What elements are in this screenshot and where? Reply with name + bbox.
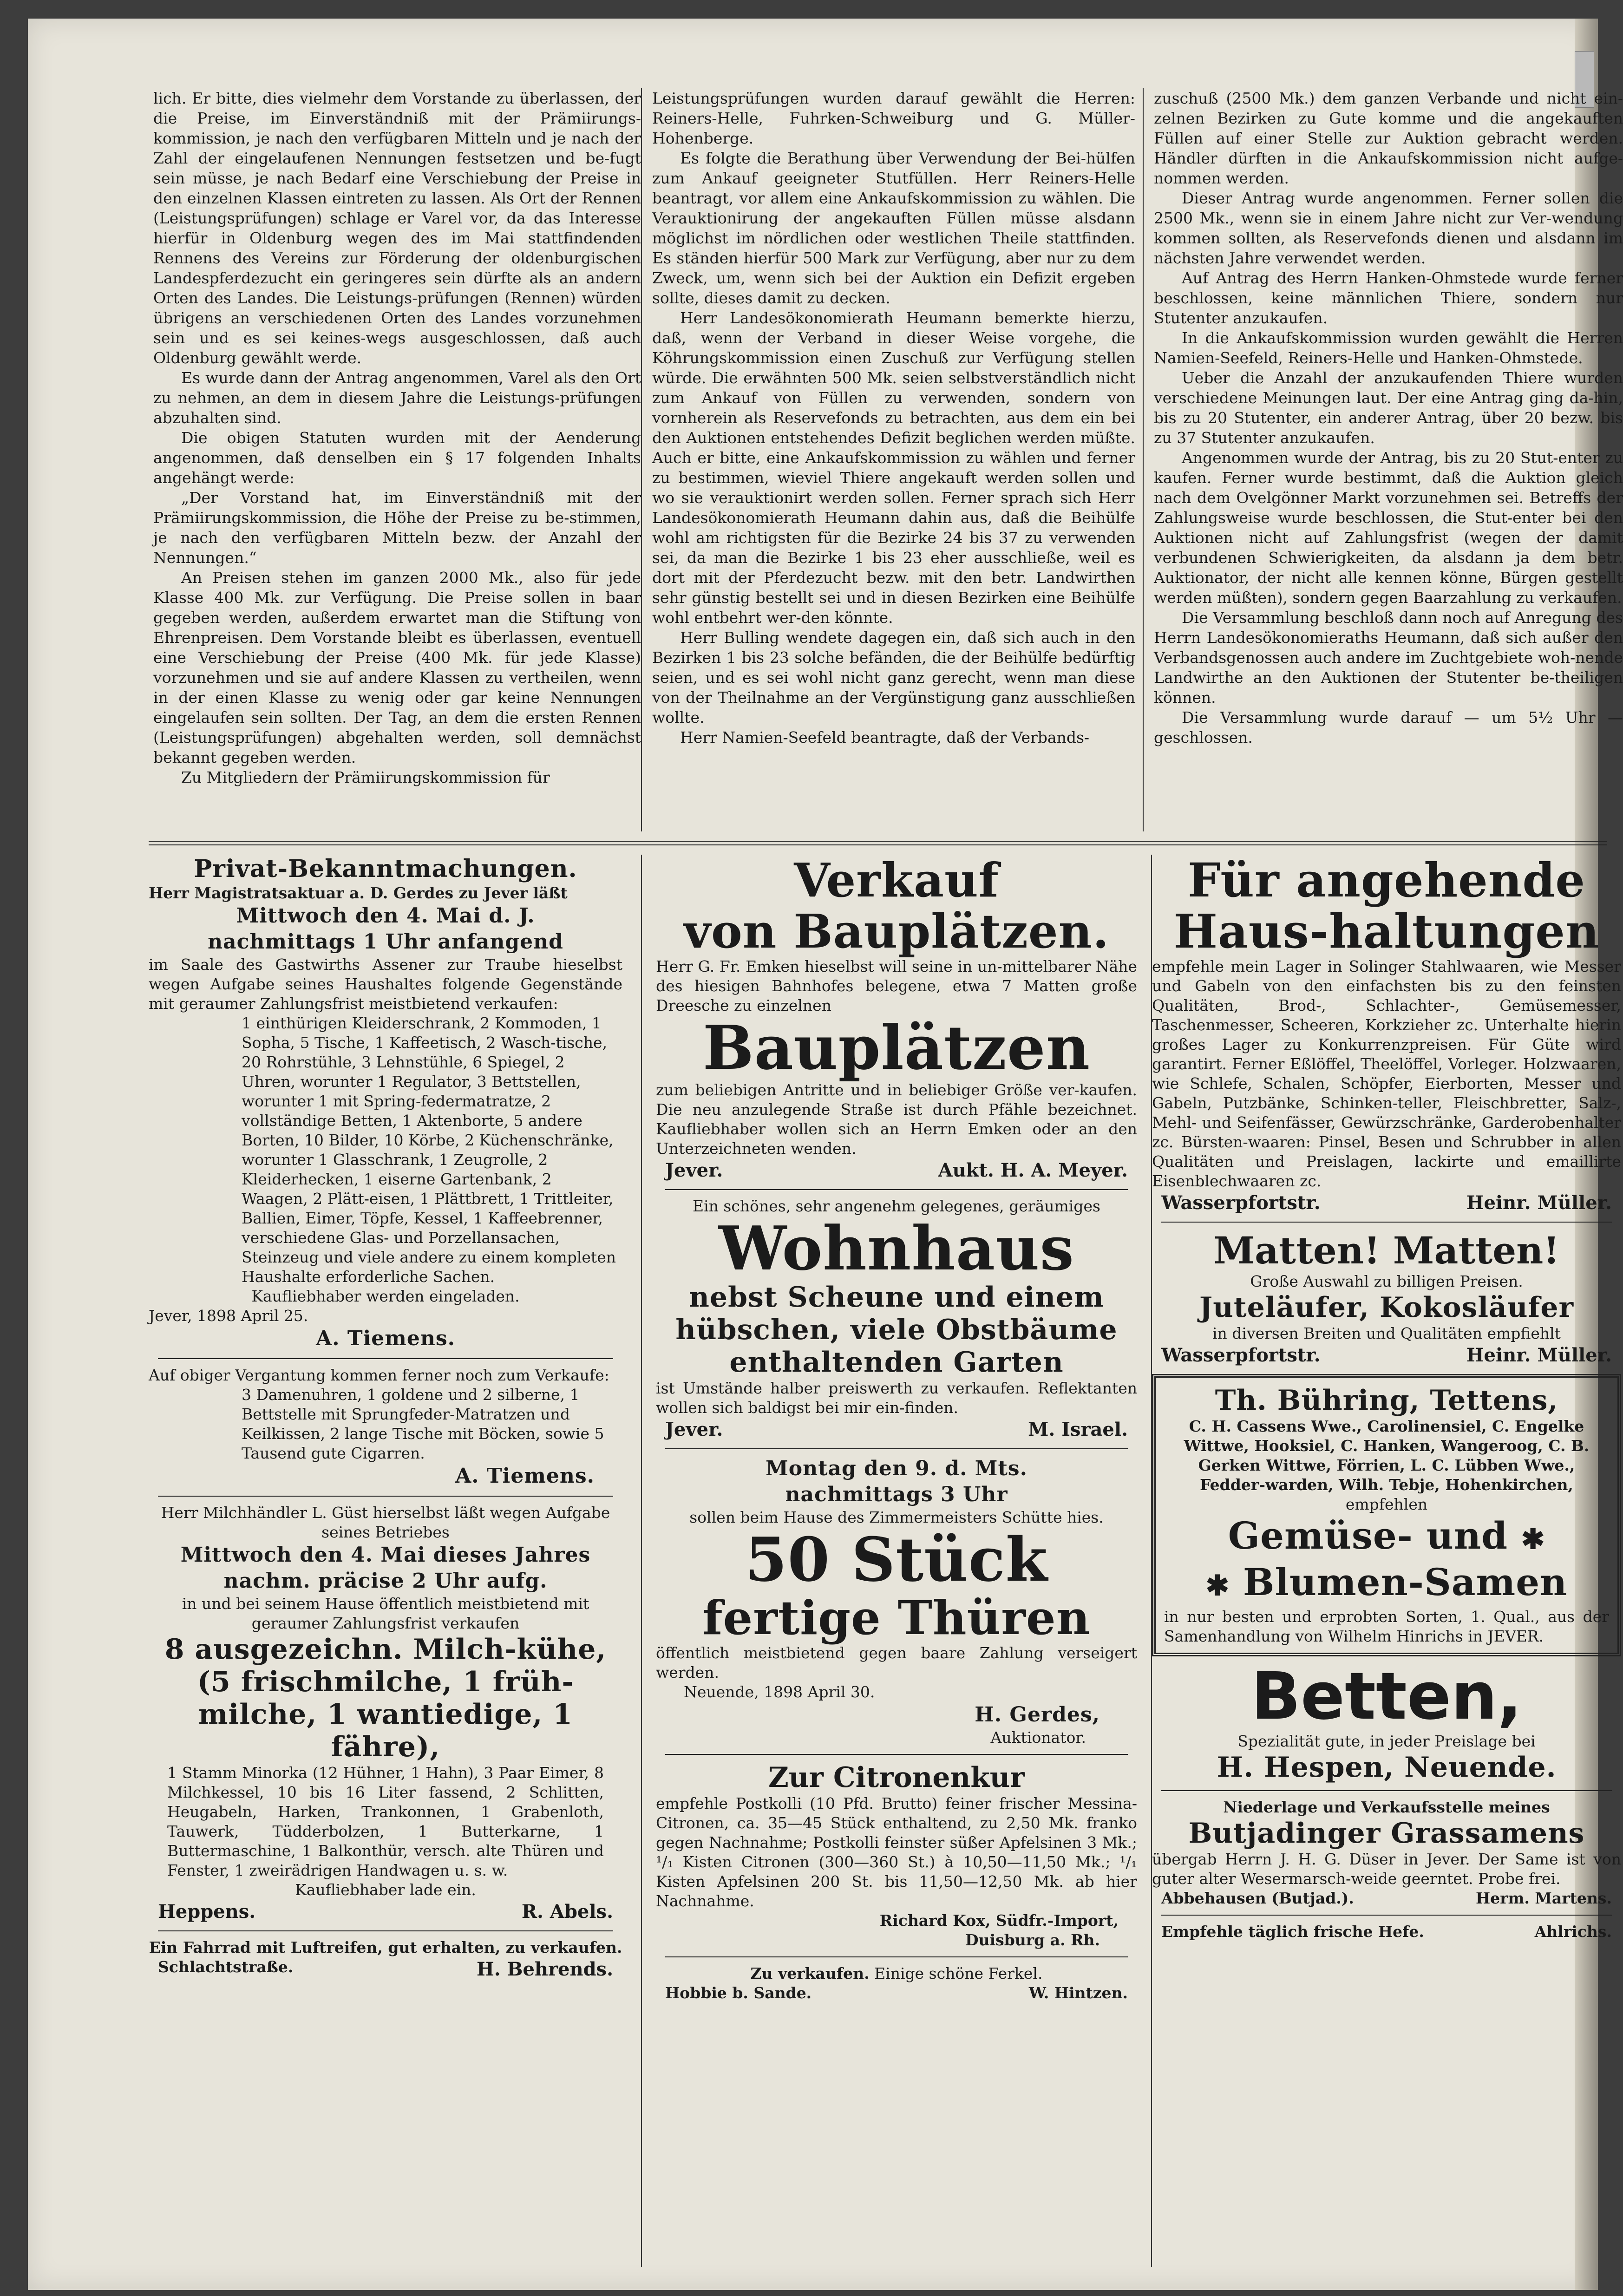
ad-text: Spezialität gute, in jeder Preislage bei [1237,1732,1536,1750]
article-paragraph: lich. Er bitte, dies vielmehr dem Vorstande zu überlassen, der die Preise, im Einverständniß mit der Prämiirungs-kommission, je nach den verfügbaren Mitteln und je nach der Zahl der eingelaufenen Nennungen festsetzen und be-fugt sein müsse, je nach Bedarf eine Verschiebung der Preise in den einzelnen Klassen eintreten zu lassen. Als Ort der Rennen (Leistungsprüfungen) schlage er Varel vor, da das Interesse hierfür in Oldenburg wegen des im Mai stattfindenden Rennens des Vereins zur Förderung der oldenburgischen Landespferdezucht ein geringeres sein dürfte als an andern Orten des Landes. Die Leistungs-prüfungen (Rennen) würden übrigens an verschiedenen Orten des Landes vorzunehmen sein und es sei keines-wegs ausgeschlossen, daß auch Oldenburg gewählt werde. [153,89,641,367]
ad-dateline: Neuende, 1898 April 30. [684,1683,875,1701]
section-heading: Privat-Bekanntmachungen. [194,855,577,883]
ad-text: ist Umstände halber preiswerth zu verkaufen. Reflektanten wollen sich baldigst bei mir ein-finden. [656,1379,1137,1417]
doors-auction [656,1456,1137,1755]
ad-signature: H. Behrends. [476,1958,613,1980]
ad-signature-row [1152,1191,1621,1215]
ad-date: Montag den 9. d. Mts. [766,1457,1027,1480]
ad-place-signature: Heppens. [158,1901,256,1923]
asterisk-icon: ✱ [1205,1570,1230,1602]
ad-signature: R. Abels. [521,1901,613,1923]
article-column-3 [1143,88,1623,831]
section-divider [149,841,1607,845]
ads-column-2 [641,855,1152,2267]
ad-subheadline: Juteläufer, Kokosläufer [1199,1291,1574,1324]
cattle-auction [149,1503,622,1931]
ad-separator [1161,1790,1612,1791]
ad-intro: Ein schönes, sehr angenehm gelegenes, geräumiges [693,1197,1100,1215]
ad-signature-row [149,1900,622,1924]
ad-signature-row [1152,1889,1621,1908]
ad-headline: 8 ausgezeichn. Milch-kühe, (5 frischmilche, 1 früh-milche, 1 wantiedige, 1 fähre), [164,1633,607,1763]
ad-signature: W. Hintzen. [1028,1984,1128,2002]
ad-name: Th. Bühring, Tettens, [1215,1384,1558,1417]
ad-signature: A. Tiemens. [316,1327,455,1350]
ad-separator [665,1956,1128,1957]
piglets-ad [656,1964,1137,2003]
ad-time: nachmittags 3 Uhr [785,1483,1008,1506]
article-paragraph: Herr Landesökonomierath Heumann bemerkte hierzu, daß, wenn der Verband in dieser Weise vorgehe, die Köhrungskommission einen Zuschuß zur Verfügung stellen würde. Die erwähnten 500 Mk. seien selbstverständlich nicht zum Ankauf von Füllen zu verwenden, sondern von vornherein als Reservefonds zu betrachten, aus dem ein bei den Auktionen entstehendes Defizit beglichen werden müßte. Auch er bitte, eine Ankaufskommission zu wählen und ferner zu bestimmen, wieviel Thiere angekauft werden sollen und wo sie verauktionirt werden sollen. Ferner sprach sich Herr Landesökonomierath Heumann dahin aus, daß die Beihülfe wohl am richtigsten für die Bezirke 24 bis 37 zu verwenden sei, da man die Bezirke 1 bis 23 eher ausschließe, weil es dort mit der Pferdezucht bezw. mit den betr. Landwirthen sehr günstig bestellt sei und in diesen Bezirken eine Beihülfe wohl entbehrt wer-den könnte. [652,309,1135,627]
ad-headline: Wohnhaus [719,1213,1074,1284]
household-goods-ad [1152,855,1621,1223]
ad-headline: 50 Stück [745,1524,1048,1595]
ad-items: 1 einthürigen Kleiderschrank, 2 Kommoden, 1 Sopha, 5 Tische, 1 Kaffeetisch, 2 Wasch-tische, 20 Rohrstühle, 3 Lehnstühle, 6 Spiegel, 2 Uhren, worunter 1 Regulator, 3 Bettstellen, worunter 1 mit Spring-federmatratze, 2 vollständige Betten, 1 Aktenborte, 5 andere Borten, 10 Bilder, 10 Körbe, 2 Küchenschränke, worunter 1 Glasschrank, 1 Zeugrolle, 2 Kleiderhecken, 1 eiserne Gartenbank, 2 Waagen, 2 Plätt-eisen, 1 Plättbrett, 1 Trittleiter, Ballien, Eimer, Töpfe, Kessel, 1 Kaffeebrenner, verschiedene Glas- und Porzellansachen, Steinzeug und viele andere zu einem kompleten Haushalte erforderliche Sachen. [242,1014,616,1286]
article-paragraph: In die Ankaufskommission wurden gewählt die Herren Namien-Seefeld, Reiners-Helle und Hanken-Ohmstede. [1154,329,1623,367]
newspaper-page [28,19,1623,2290]
ad-text: Ein Fahrrad mit Luftreifen, gut erhalten, zu verkaufen. [149,1938,622,1956]
ad-headline: Zur Citronenkur [768,1761,1025,1794]
ad-separator [158,1358,613,1359]
ad-date: Mittwoch den 4. Mai dieses Jahres [180,1543,591,1567]
article-paragraph: Dieser Antrag wurde angenommen. Ferner sollen die 2500 Mk., wenn sie in einem Jahre nicht zur Ver-wendung kommen sollten, als Reservefonds dienen und alsdann im nächsten Jahre verwendet werden. [1154,189,1623,267]
ad-place-signature: Schlachtstraße. [158,1958,294,1976]
ad-note: Kaufliebhaber lade ein. [295,1881,476,1899]
ad-place-signature: Abbehausen (Butjad.). [1161,1889,1354,1907]
yeast-ad [1152,1922,1621,1942]
ad-headline: fertige Thüren [702,1590,1091,1645]
ad-signature: Herm. Martens. [1475,1889,1612,1907]
ad-title: Verkauf [794,853,999,908]
ad-headline: Betten, [1251,1659,1522,1734]
article-paragraph: Angenommen wurde der Antrag, bis zu 20 Stut-enter zu kaufen. Ferner wurde bestimmt, daß die Auktion gleich nach dem Ovelgönner Markt vorzunehmen sei. Betreffs der Zahlungsweise wurde beschlossen, die Stut-enter bei den Auktionen nicht auf Zahlungsfrist (wegen der damit verbundenen Schwierigkeiten, da alsdann ja dem betr. Auktionator, der nicht alle kennen könne, Bürgen gestellt werden müßten), sondern gegen Baarzahlung zu verkaufen. [1154,449,1623,607]
ad-place-signature: Jever. [665,1419,723,1440]
ad-lead: Zu verkaufen. [750,1964,870,1982]
ad-signature: H. Hespen, Neuende. [1217,1751,1557,1784]
asterisk-icon: ✱ [1521,1523,1545,1556]
article-paragraph: Leistungsprüfungen wurden darauf gewählt die Herren: Reiners-Helle, Fuhrken-Schweiburg und G. Müller-Hohenberge. [652,89,1135,147]
ad-signature: Ahlrichs. [1534,1923,1612,1941]
ad-signature-row [656,1158,1137,1183]
ad-separator [665,1448,1128,1449]
ad-verb: empfehlen [1345,1495,1428,1513]
citrus-ad [656,1761,1137,1957]
article-column-2 [641,88,1135,831]
ad-intro: Herr Milchhändler L. Güst hierselbst läßt wegen Aufgabe seines Betriebes [161,1504,610,1541]
article-quote: „Der Vorstand hat, im Einverständniß mit der Prämiirungskommission, die Höhe der Preise zu be-stimmen, je nach den verfügbaren Mitteln bezw. der Anzahl der Nennungen.“ [153,489,641,567]
ad-text: in nur besten und erprobten Sorten, 1. Qual., aus der Samenhandlung von Wilhelm Hinrichs in JEVER. [1164,1608,1609,1645]
ad-note: Kaufliebhaber werden eingeladen. [251,1287,520,1305]
ads-column-3 [1152,855,1621,2267]
ad-headline: Matten! Matten! [1213,1229,1560,1272]
ad-signature: A. Tiemens. [455,1464,595,1488]
ads-column-1 [149,855,622,2267]
ad-signature-row [149,1957,622,1982]
ad-text: in diversen Breiten und Qualitäten empfiehlt [1212,1324,1561,1342]
ad-signature-row [656,1418,1137,1442]
ad-text-row [656,1964,1137,1983]
ad-text: empfehle mein Lager in Solinger Stahlwaaren, wie Messer und Gabeln von den einfachsten bis zu den feinsten Qualitäten, Brod-, Schlachter-, Gemüsemesser, Taschenmesser, Scheeren, Korkzieher zc. Unterhalte hierin großes Lager zu Konkurrenzpreisen. Für Güte wird garantirt. Ferner Eßlöffel, Theelöffel, Vorleger. Holzwaaren, wie Schlefe, Schalen, Schöpfer, Eierborten, Messer und Gabeln, Putzbänke, Schinken-teller, Fleischbretter, Salz-, Mehl- und Seifenfässer, Gewürzschränke, Garderobenhalter zc. Bürsten-waaren: Pinsel, Besen und Schrubber in allen Qualitäten und Preislagen, lackirte und emaillirte Eisenblechwaaren zc. [1152,957,1621,1190]
ad-items: 1 Stamm Minorka (12 Hühner, 1 Hahn), 3 Paar Eimer, 8 Milchkessel, 10 bis 16 Liter fassend, 2 Schlitten, Heugabeln, Harken, Trankonnen, 1 Grabenloth, Tauwerk, Tüdderbolzen, 1 Butterkarne, 1 Buttermaschine, 1 Balkonthür, versch. alte Thüren und Fenster, 1 zweirädrigen Handwagen u. s. w. [167,1764,604,1879]
ad-separator [1161,1222,1612,1223]
ad-time: nachm. präcise 2 Uhr aufg. [223,1569,548,1593]
ad-signature: Heinr. Müller. [1466,1344,1612,1366]
ad-headline [1164,1561,1609,1607]
ad-text: Einige schöne Ferkel. [874,1964,1043,1982]
ad-headline-text: Gemüse- und [1228,1514,1508,1557]
ad-intro: Herr G. Fr. Emken hieselbst will seine in un-mittelbarer Nähe des hiesigen Bahnhofes belegene, etwa 7 Matten große Dreesche zu einzelnen [656,957,1137,1014]
ad-signature: M. Israel. [1028,1419,1128,1440]
ad-headline: Bauplätzen [702,1012,1091,1083]
ad-title: Für angehende Haus-haltungen [1173,853,1600,959]
ad-signature: Aukt. H. A. Meyer. [938,1159,1128,1181]
article-paragraph: Es folgte die Berathung über Verwendung der Bei-hülfen zum Ankauf geeigneter Stutfüllen. Herr Reiners-Helle beantragt, vor allem eine Ankaufskommission zu wählen. Die Verauktionirung der angekauften Füllen müsse alsdann möglichst im nördlichen oder westlichen Theile stattfinden. Es ständen hierfür 500 Mark zur Verfügung, aber nur zu dem Zweck, um, wenn sich bei der Auktion ein Defizit ergeben sollte, dieses damit zu decken. [652,149,1135,307]
ad-text: Empfehle täglich frische Hefe. [1161,1923,1424,1941]
ad-intro: Niederlage und Verkaufsstelle meines [1223,1798,1550,1816]
ad-signature: H. Gerdes, [975,1703,1100,1727]
mats-ad [1152,1229,1621,1367]
auction-addendum [149,1366,622,1497]
ad-place: in und bei seinem Hause öffentlich meistbietend mit geraumer Zahlungsfrist verkaufen [182,1595,589,1632]
ad-signature: Richard Kox, Südfr.-Import, [879,1911,1119,1930]
ad-subheadline: nebst Scheune und einem hübschen, viele Obstbäume enthaltenden Garten [675,1281,1118,1379]
article-paragraph: zuschuß (2500 Mk.) dem ganzen Verbande und nicht ein-zelnen Bezirken zu Gute komme und die angekauften Füllen auf einer Stelle zur Auktion gebracht werden. Händler dürften in die Ankaufskommission nicht aufge-nommen werden. [1154,89,1623,187]
ad-headline-text: Blumen-Samen [1243,1560,1568,1604]
ad-text: empfehle Postkolli (10 Pfd. Brutto) feiner frischer Messina-Citronen, ca. 35—45 Stück enthaltend, zu 2,50 Mk. franko gegen Nachnahme; Postkolli feinster süßer Apfelsinen 3 Mk.; ¹/₁ Kisten Citronen (300—360 St.) à 10,50—11,50 Mk.; ¹/₁ Kisten Apfelsinen 200 St. bis 11,50—12,50 Mk. ab hier Nachnahme. [656,1794,1137,1910]
ad-place-signature: Hobbie b. Sande. [665,1984,812,2002]
ad-signature-row [656,1983,1137,2003]
ad-separator [158,1930,613,1931]
ad-separator [665,1754,1128,1755]
article-paragraph: An Preisen stehen im ganzen 2000 Mk., also für jede Klasse 400 Mk. zur Verfügung. Die Preise sollen in baar gegeben werden, außerdem erwartet man die Stiftung von Ehrenpreisen. Dem Vorstande bleibt es überlassen, eventuell eine Verschiebung der Preise (400 Mk. für jede Klasse) vorzunehmen und sie auf andere Klassen zu vertheilen, wenn in der einen Klasse zu wenig oder gar keine Nennungen eingelaufen sein sollten. Der Tag, an dem die ersten Rennen (Leistungsprüfungen) abgehalten werden, soll demnächst bekannt gegeben werden. [153,569,641,766]
ad-headline: Butjadinger Grassamens [1188,1817,1585,1850]
ad-time: nachmittags 1 Uhr anfangend [208,930,563,954]
ad-text: zum beliebigen Antritte und in beliebiger Größe ver-kaufen. Die neu anzulegende Straße ist durch Pfähle bezeichnet. Kaufliebhaber wollen sich an Herrn Emken oder an den Unterzeichneten wenden. [656,1081,1137,1158]
seeds-ad [1152,1374,1621,1656]
ad-title: von Bauplätzen. [683,904,1110,959]
article-column-1 [153,88,641,831]
ad-intro: Auf obiger Vergantung kommen ferner noch zum Verkaufe: [149,1366,609,1384]
article-paragraph: Ueber die Anzahl der anzukaufenden Thiere wurden verschiedene Meinungen laut. Der eine Antrag ging da-hin, bis zu 20 Stutenter, ein anderer Antrag, über 20 bezw. bis zu 37 Stutenter anzukaufen. [1154,369,1623,447]
ad-place-signature: Wasserpfortstr. [1161,1344,1321,1366]
ad-list: C. H. Cassens Wwe., Carolinensiel, C. Engelke Wittwe, Hooksiel, C. Hanken, Wangeroog, C. B. Gerken Wittwe, Förrien, L. C. Lübben Wwe., Fedder-warden, Wilh. Tebje, Hohenkirchen, [1184,1417,1590,1494]
bicycle-ad [149,1938,622,1982]
article-paragraph: Herr Namien-Seefeld beantragte, daß der Verbands- [680,728,1090,746]
house-ad [656,1197,1137,1449]
ad-items: 3 Damenuhren, 1 goldene und 2 silberne, 1 Bettstelle mit Sprungfeder-Matratzen und Keilkissen, 2 lange Tische mit Böcken, sowie 5 Tausend gute Cigarren. [242,1386,604,1462]
article-paragraph: Zu Mitgliedern der Prämiirungskommission für [181,768,550,786]
ad-separator [1161,1915,1612,1916]
article-paragraph: Herr Bulling wendete dagegen ein, daß sich auch in den Bezirken 1 bis 23 solche befänden, die der Beihülfe bedürftig seien, und es sei wohl nicht ganz gerecht, wenn man diese von der Theilnahme an der Vergünstigung ganz ausschließen wollte. [652,628,1135,726]
building-plots-ad [656,855,1137,1190]
ad-headline [1164,1514,1609,1561]
ad-intro: Herr Magistratsaktuar a. D. Gerdes zu Jever läßt [149,884,568,902]
ad-place-signature: Jever. [665,1159,723,1181]
article-paragraph: Auf Antrag des Herrn Hanken-Ohmstede wurde ferner beschlossen, keine männlichen Thiere, sondern nur Stutenter anzukaufen. [1154,269,1623,327]
private-announcements [149,855,622,1359]
ad-text: Große Auswahl zu billigen Preisen. [1250,1272,1523,1290]
ad-place-signature: Wasserpfortstr. [1161,1192,1321,1214]
ad-date: Mittwoch den 4. Mai d. J. [236,904,535,928]
ad-text: öffentlich meistbietend gegen baare Zahlung verseigert werden. [656,1644,1137,1681]
ad-intro: sollen beim Hause des Zimmermeisters Schütte hies. [689,1508,1104,1526]
beds-ad [1152,1659,1621,1791]
ad-role: Auktionator. [990,1728,1086,1747]
ad-signature-row [1152,1922,1621,1942]
ad-signature: Heinr. Müller. [1466,1192,1612,1214]
article-paragraph: Die Versammlung wurde darauf — um 5½ Uhr — geschlossen. [1154,708,1623,746]
grass-seed-ad [1152,1798,1621,1916]
ad-dateline: Jever, 1898 April 25. [149,1307,308,1325]
article-paragraph: Die obigen Statuten wurden mit der Aenderung angenommen, daß denselben ein § 17 folgenden Inhalts angehängt werde: [153,429,641,487]
ad-place: im Saale des Gastwirths Assener zur Traube hieselbst wegen Aufgabe seines Haushaltes folgende Gegenstände mit geraumer Zahlungsfrist meistbietend verkaufen: [149,955,622,1013]
ad-place-signature: Duisburg a. Rh. [965,1931,1100,1949]
ad-signature-row [1152,1343,1621,1367]
article-paragraph: Die Versammlung beschloß dann noch auf Anregung des Herrn Landesökonomieraths Heumann, daß sich außer den Verbandsgenossen auch andere im Zuchtgebiete woh-nende Landwirthe an den Auktionen der Stutenter be-theiligen können. [1154,608,1623,706]
ad-separator [665,1189,1128,1190]
ad-separator [158,1496,613,1497]
ad-text: übergab Herrn J. H. G. Düser in Jever. Der Same ist von guter alter Wesermarsch-weide geerntet. Probe frei. [1152,1850,1621,1888]
article-paragraph: Es wurde dann der Antrag angenommen, Varel als den Ort zu nehmen, an dem in diesem Jahre die Leistungs-prüfungen abzuhalten sind. [153,369,641,427]
